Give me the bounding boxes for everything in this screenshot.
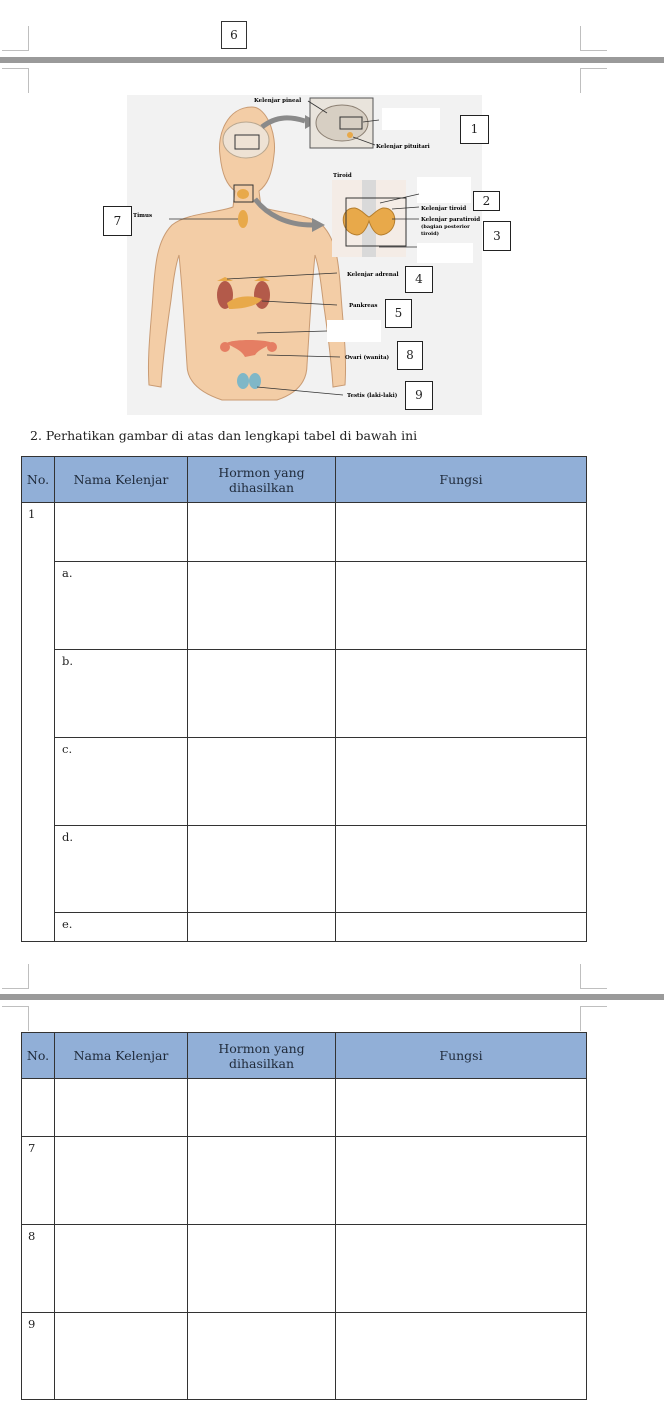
header-fungsi: Fungsi (336, 457, 587, 503)
cell-hormon[interactable] (188, 1079, 336, 1137)
label-thymus: Timus (133, 213, 153, 219)
corner-mark-bottom-left (2, 1006, 29, 1031)
label-testis: Testis (laki-laki) (347, 393, 398, 399)
cell-fungsi[interactable] (336, 826, 587, 913)
instruction-text: 2. Perhatikan gambar di atas dan lengkapi tabel di bawah ini (30, 428, 418, 443)
cell-no[interactable] (22, 1079, 55, 1137)
cell-no[interactable]: 8 (22, 1225, 55, 1313)
header-nama-kelenjar: Nama Kelenjar (55, 457, 188, 503)
table-row (22, 738, 587, 826)
corner-mark-top-left (2, 964, 29, 989)
cell-hormon[interactable] (188, 562, 336, 650)
page-divider-middle (0, 994, 664, 1000)
cell-fungsi[interactable] (336, 738, 587, 826)
endocrine-system-figure (127, 95, 482, 415)
glands-table-1 (21, 456, 587, 942)
cell-hormon[interactable] (188, 1225, 336, 1313)
number-box-7: 7 (103, 206, 132, 236)
label-pancreas: Pankreas (349, 303, 378, 309)
cell-no[interactable]: 1 (22, 503, 55, 562)
header-hormon-line2: dihasilkan (229, 479, 294, 495)
cell-nama[interactable] (55, 1225, 188, 1313)
corner-mark-bottom-left (2, 68, 29, 93)
corner-mark-top-right (580, 964, 607, 989)
cell-nama[interactable]: b. (55, 650, 188, 738)
header-hormon-line1: Hormon yang (218, 1040, 305, 1056)
table-row (22, 1137, 587, 1225)
header-fungsi: Fungsi (336, 1033, 587, 1079)
cell-nama[interactable]: d. (55, 826, 188, 913)
label-adrenal: Kelenjar adrenal (347, 272, 399, 278)
cell-fungsi[interactable] (336, 1079, 587, 1137)
cell-fungsi[interactable] (336, 1225, 587, 1313)
corner-mark-top-right (580, 26, 607, 51)
corner-mark-bottom-right (580, 1006, 607, 1031)
cell-no[interactable]: 9 (22, 1313, 55, 1400)
cell-nama[interactable] (55, 503, 188, 562)
cell-no[interactable]: 7 (22, 1137, 55, 1225)
cell-fungsi[interactable] (336, 913, 587, 942)
label-pineal: Kelenjar pineal (254, 98, 302, 104)
label-ovary: Ovari (wanita) (345, 355, 390, 361)
header-hormon (188, 457, 336, 503)
header-no: No. (22, 1033, 55, 1079)
number-box-8: 8 (397, 341, 423, 370)
cell-nama[interactable]: e. (55, 913, 188, 942)
header-hormon-line2: dihasilkan (229, 1055, 294, 1071)
cell-no[interactable] (22, 738, 55, 826)
cell-fungsi[interactable] (336, 1313, 587, 1400)
cell-hormon[interactable] (188, 738, 336, 826)
label-thyroid-gland: Kelenjar tiroid (421, 206, 467, 212)
cell-fungsi[interactable] (336, 562, 587, 650)
number-box-3: 3 (483, 221, 511, 251)
glands-table-2 (21, 1032, 587, 1400)
cell-fungsi[interactable] (336, 503, 587, 562)
endocrine-diagram (127, 95, 482, 415)
page-divider-top (0, 57, 664, 63)
cell-hormon[interactable] (188, 503, 336, 562)
cell-nama[interactable] (55, 1313, 188, 1400)
cell-hormon[interactable] (188, 913, 336, 942)
label-parathyroid-line1: Kelenjar paratiroid (421, 217, 481, 223)
table-row (22, 1079, 587, 1137)
table-header-row (22, 1033, 587, 1079)
number-box-5: 5 (385, 299, 412, 328)
number-box-1: 1 (460, 115, 489, 144)
header-nama-kelenjar: Nama Kelenjar (55, 1033, 188, 1079)
cell-no[interactable] (22, 562, 55, 650)
page-number-box: 6 (221, 21, 247, 49)
table-row (22, 1313, 587, 1400)
cell-no[interactable] (22, 913, 55, 942)
cell-fungsi[interactable] (336, 650, 587, 738)
header-no: No. (22, 457, 55, 503)
cell-no[interactable] (22, 826, 55, 913)
table-row (22, 913, 587, 942)
number-box-2: 2 (473, 191, 500, 211)
cell-nama[interactable]: c. (55, 738, 188, 826)
cell-nama[interactable]: a. (55, 562, 188, 650)
header-hormon-line1: Hormon yang (218, 464, 305, 480)
corner-mark-top-left (2, 26, 29, 51)
table-row (22, 503, 587, 562)
label-pituitary: Kelenjar pituitari (376, 144, 430, 150)
number-box-9: 9 (405, 381, 433, 410)
header-hormon (188, 1033, 336, 1079)
cell-hormon[interactable] (188, 1313, 336, 1400)
number-box-4: 4 (405, 266, 433, 293)
table-row (22, 562, 587, 650)
cell-hormon[interactable] (188, 650, 336, 738)
cell-nama[interactable] (55, 1137, 188, 1225)
table-row (22, 826, 587, 913)
table-row (22, 650, 587, 738)
table-header-row (22, 457, 587, 503)
table-row (22, 1225, 587, 1313)
label-parathyroid-line2: (bagian posterior (421, 224, 470, 230)
cell-nama[interactable] (55, 1079, 188, 1137)
label-tiroid-heading: Tiroid (333, 173, 352, 179)
cell-no[interactable] (22, 650, 55, 738)
label-parathyroid-line3: tiroid) (421, 231, 439, 237)
cell-hormon[interactable] (188, 1137, 336, 1225)
cell-hormon[interactable] (188, 826, 336, 913)
cell-fungsi[interactable] (336, 1137, 587, 1225)
corner-mark-bottom-right (580, 68, 607, 93)
